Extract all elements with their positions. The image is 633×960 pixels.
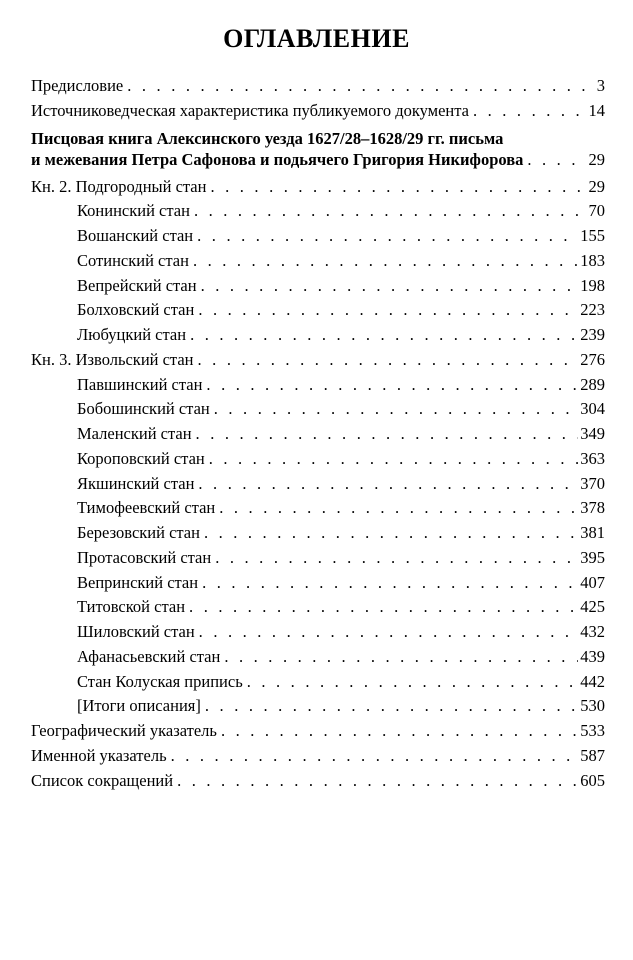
toc-entry-label: Болховский стан xyxy=(77,298,198,323)
toc-entry-page: 29 xyxy=(587,175,606,200)
toc-entry-label: Географический указатель xyxy=(31,719,221,744)
toc-entry-sub[interactable] xyxy=(31,694,605,719)
table-of-contents xyxy=(31,74,605,793)
toc-entry-label: [Итоги описания] xyxy=(77,694,205,719)
dot-leader xyxy=(196,422,579,447)
toc-entry-page: 425 xyxy=(578,595,605,620)
toc-entry-sub[interactable] xyxy=(31,298,605,323)
dot-leader xyxy=(177,769,578,794)
dot-leader xyxy=(193,249,578,274)
toc-entry-page: 70 xyxy=(587,199,606,224)
toc-entry-label: Сотинский стан xyxy=(77,249,193,274)
toc-entry-abbreviations[interactable] xyxy=(31,769,605,794)
toc-entry-sub[interactable] xyxy=(31,472,605,497)
toc-entry-label: Шиловский стан xyxy=(77,620,199,645)
toc-entry-name-index[interactable] xyxy=(31,744,605,769)
toc-entry-label: Список сокращений xyxy=(31,769,177,794)
toc-entry-sub[interactable] xyxy=(31,422,605,447)
toc-entry-page: 183 xyxy=(578,249,605,274)
dot-leader xyxy=(197,224,578,249)
toc-entry-label: Тимофеевский стан xyxy=(77,496,219,521)
toc-entry-sub[interactable] xyxy=(31,595,605,620)
toc-entry-label: Именной указатель xyxy=(31,744,171,769)
toc-entry-preface[interactable] xyxy=(31,74,605,99)
page-title: ОГЛАВЛЕНИЕ xyxy=(223,24,410,53)
toc-entry-label: и межевания Петра Сафонова и подьячего Григория Никифорова xyxy=(31,149,527,171)
toc-entry-page: 276 xyxy=(578,348,605,373)
toc-entry-page: 381 xyxy=(578,521,605,546)
toc-entry-label: Афанасьевский стан xyxy=(77,645,224,670)
dot-leader xyxy=(221,719,578,744)
toc-entry-sub[interactable] xyxy=(31,670,605,695)
toc-entry-label: Березовский стан xyxy=(77,521,204,546)
toc-entry-geo-index[interactable] xyxy=(31,719,605,744)
dot-leader xyxy=(527,149,586,171)
toc-entry-sub[interactable] xyxy=(31,274,605,299)
toc-entry-book-3[interactable] xyxy=(31,348,605,373)
dot-leader xyxy=(189,595,578,620)
toc-entry-page: 442 xyxy=(578,670,605,695)
toc-entry-main-book-line1[interactable] xyxy=(31,128,605,149)
toc-entry-label: Павшинский стан xyxy=(77,373,206,398)
toc-entry-label: Якшинский стан xyxy=(77,472,198,497)
toc-entry-label: Протасовский стан xyxy=(77,546,215,571)
toc-entry-page: 304 xyxy=(578,397,605,422)
toc-entry-page: 378 xyxy=(578,496,605,521)
dot-leader xyxy=(194,199,587,224)
dot-leader xyxy=(198,348,579,373)
dot-leader xyxy=(199,620,579,645)
toc-entry-page: 605 xyxy=(578,769,605,794)
toc-entry-sub[interactable] xyxy=(31,571,605,596)
toc-entry-label: Вепрейский стан xyxy=(77,274,201,299)
toc-entry-label: Бобошинский стан xyxy=(77,397,214,422)
toc-entry-label: Короповский стан xyxy=(77,447,209,472)
dot-leader xyxy=(198,472,578,497)
toc-entry-label: Любуцкий стан xyxy=(77,323,190,348)
toc-entry-sub[interactable] xyxy=(31,496,605,521)
toc-entry-sub[interactable] xyxy=(31,620,605,645)
toc-entry-book-2[interactable] xyxy=(31,175,605,200)
toc-entry-page: 223 xyxy=(578,298,605,323)
dot-leader xyxy=(127,74,595,99)
toc-entry-label: Титовской стан xyxy=(77,595,189,620)
toc-entry-page: 533 xyxy=(578,719,605,744)
toc-entry-sub[interactable] xyxy=(31,199,605,224)
toc-entry-sub[interactable] xyxy=(31,249,605,274)
toc-entry-page: 239 xyxy=(578,323,605,348)
toc-entry-page: 530 xyxy=(578,694,605,719)
toc-entry-source-study[interactable] xyxy=(31,99,605,124)
toc-entry-main-book-line2[interactable] xyxy=(31,149,605,171)
toc-entry-page: 198 xyxy=(578,274,605,299)
dot-leader xyxy=(247,670,579,695)
toc-entry-page: 14 xyxy=(587,99,606,124)
toc-entry-page: 155 xyxy=(578,224,605,249)
dot-leader xyxy=(205,694,578,719)
toc-entry-sub[interactable] xyxy=(31,546,605,571)
toc-entry-sub[interactable] xyxy=(31,447,605,472)
toc-entry-page: 432 xyxy=(578,620,605,645)
toc-entry-page: 3 xyxy=(595,74,605,99)
toc-entry-label: Вошанский стан xyxy=(77,224,197,249)
dot-leader xyxy=(473,99,587,124)
dot-leader xyxy=(202,571,578,596)
toc-entry-page: 29 xyxy=(588,149,605,169)
toc-entry-label: Предисловие xyxy=(31,74,127,99)
dot-leader xyxy=(198,298,578,323)
dot-leader xyxy=(224,645,578,670)
toc-entry-page: 439 xyxy=(578,645,605,670)
toc-entry-page: 289 xyxy=(578,373,605,398)
toc-entry-page: 587 xyxy=(578,744,605,769)
dot-leader xyxy=(215,546,578,571)
toc-entry-label: Маленский стан xyxy=(77,422,196,447)
toc-entry-page: 370 xyxy=(578,472,605,497)
dot-leader xyxy=(171,744,579,769)
toc-entry-page: 363 xyxy=(578,447,605,472)
toc-entry-label: Источниковедческая характеристика публикуемого документа xyxy=(31,99,473,124)
dot-leader xyxy=(201,274,579,299)
toc-entry-page: 407 xyxy=(578,571,605,596)
toc-entry-page: 349 xyxy=(578,422,605,447)
toc-entry-sub[interactable] xyxy=(31,397,605,422)
toc-entry-label: Кн. 3. Извольский стан xyxy=(31,348,198,373)
dot-leader xyxy=(204,521,578,546)
toc-entry-sub[interactable] xyxy=(31,323,605,348)
toc-entry-label: Стан Колуская припись xyxy=(77,670,247,695)
dot-leader xyxy=(209,447,579,472)
toc-entry-label: Кн. 2. Подгородный стан xyxy=(31,175,210,200)
toc-entry-label: Вепринский стан xyxy=(77,571,202,596)
toc-entry-sub[interactable] xyxy=(31,645,605,670)
dot-leader xyxy=(190,323,578,348)
toc-entry-label: Конинский стан xyxy=(77,199,194,224)
toc-entry-page: 395 xyxy=(578,546,605,571)
dot-leader xyxy=(210,175,586,200)
dot-leader xyxy=(206,373,578,398)
dot-leader xyxy=(214,397,579,422)
toc-entry-sub[interactable] xyxy=(31,373,605,398)
toc-entry-sub[interactable] xyxy=(31,521,605,546)
toc-entry-sub[interactable] xyxy=(31,224,605,249)
dot-leader xyxy=(219,496,578,521)
toc-entry-label: Писцовая книга Алексинского уезда 1627/28–1628/29 гг. письма xyxy=(31,128,507,149)
